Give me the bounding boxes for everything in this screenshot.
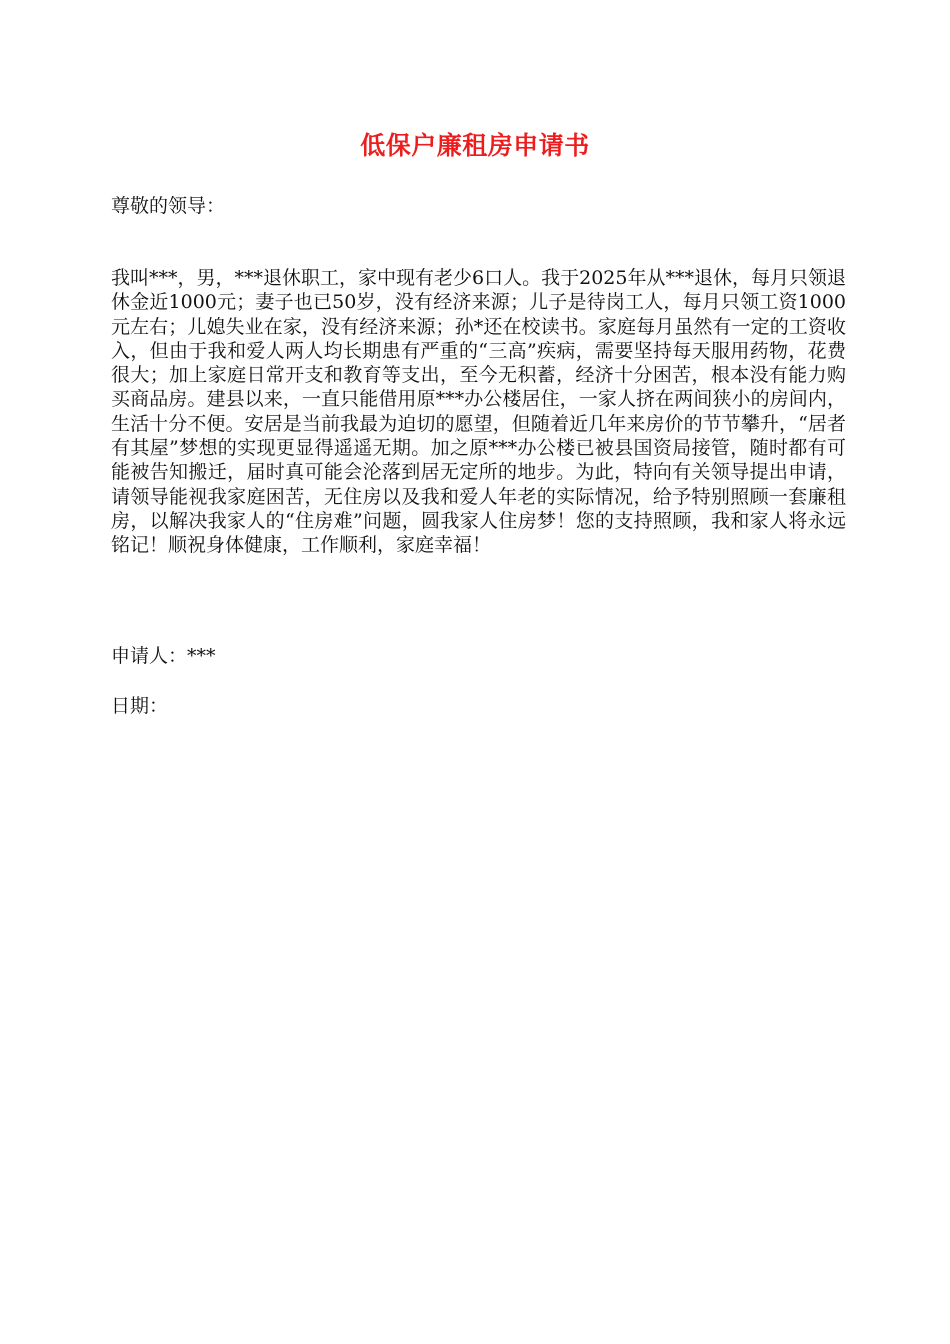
document-title: 低保户廉租房申请书 bbox=[360, 131, 590, 160]
body-paragraph: 我叫***，男，***退休职工，家中现有老少6口人。我于2025年从***退休，每月只领退休金近1000元；妻子也已50岁，没有经济来源；儿子是待岗工人，每月只领工资1000元左右；儿媳失业在家，没有经济来源；孙*还在校读书。家庭每月虽然有一定的工资收入，但由于我和爱人两人均长期患有严重的“三高”疾病，需要坚持每天服用药物，花费很大；加上家庭日常开支和教育等支出，至今无积蓄，经济十分困苦，根本没有能力购买商品房。建县以来，一直只能借用原***办公楼居住，一家人挤在两间狭小的房间内，生活十分不便。安居是当前我最为迫切的愿望，但随着近几年来房价的节节攀升，“居者有其屋”梦想的实现更显得遥遥无期。加之原***办公楼已被县国资局接管，随时都有可能被告知搬迁，届时真可能会沦落到居无定所的地步。为此，特向有关领导提出申请，请领导能视我家庭困苦，无住房以及我和爱人年老的实际情况，给予特别照顾一套廉租房，以解决我家人的“住房难”问题，圆我家人住房梦！您的支持照顾，我和家人将永远铭记！顺祝身体健康，工作顺利，家庭幸福！ bbox=[111, 267, 846, 557]
applicant-line: 申请人：*** bbox=[111, 645, 216, 667]
salutation: 尊敬的领导： bbox=[111, 195, 226, 217]
date-line: 日期： bbox=[111, 695, 169, 717]
